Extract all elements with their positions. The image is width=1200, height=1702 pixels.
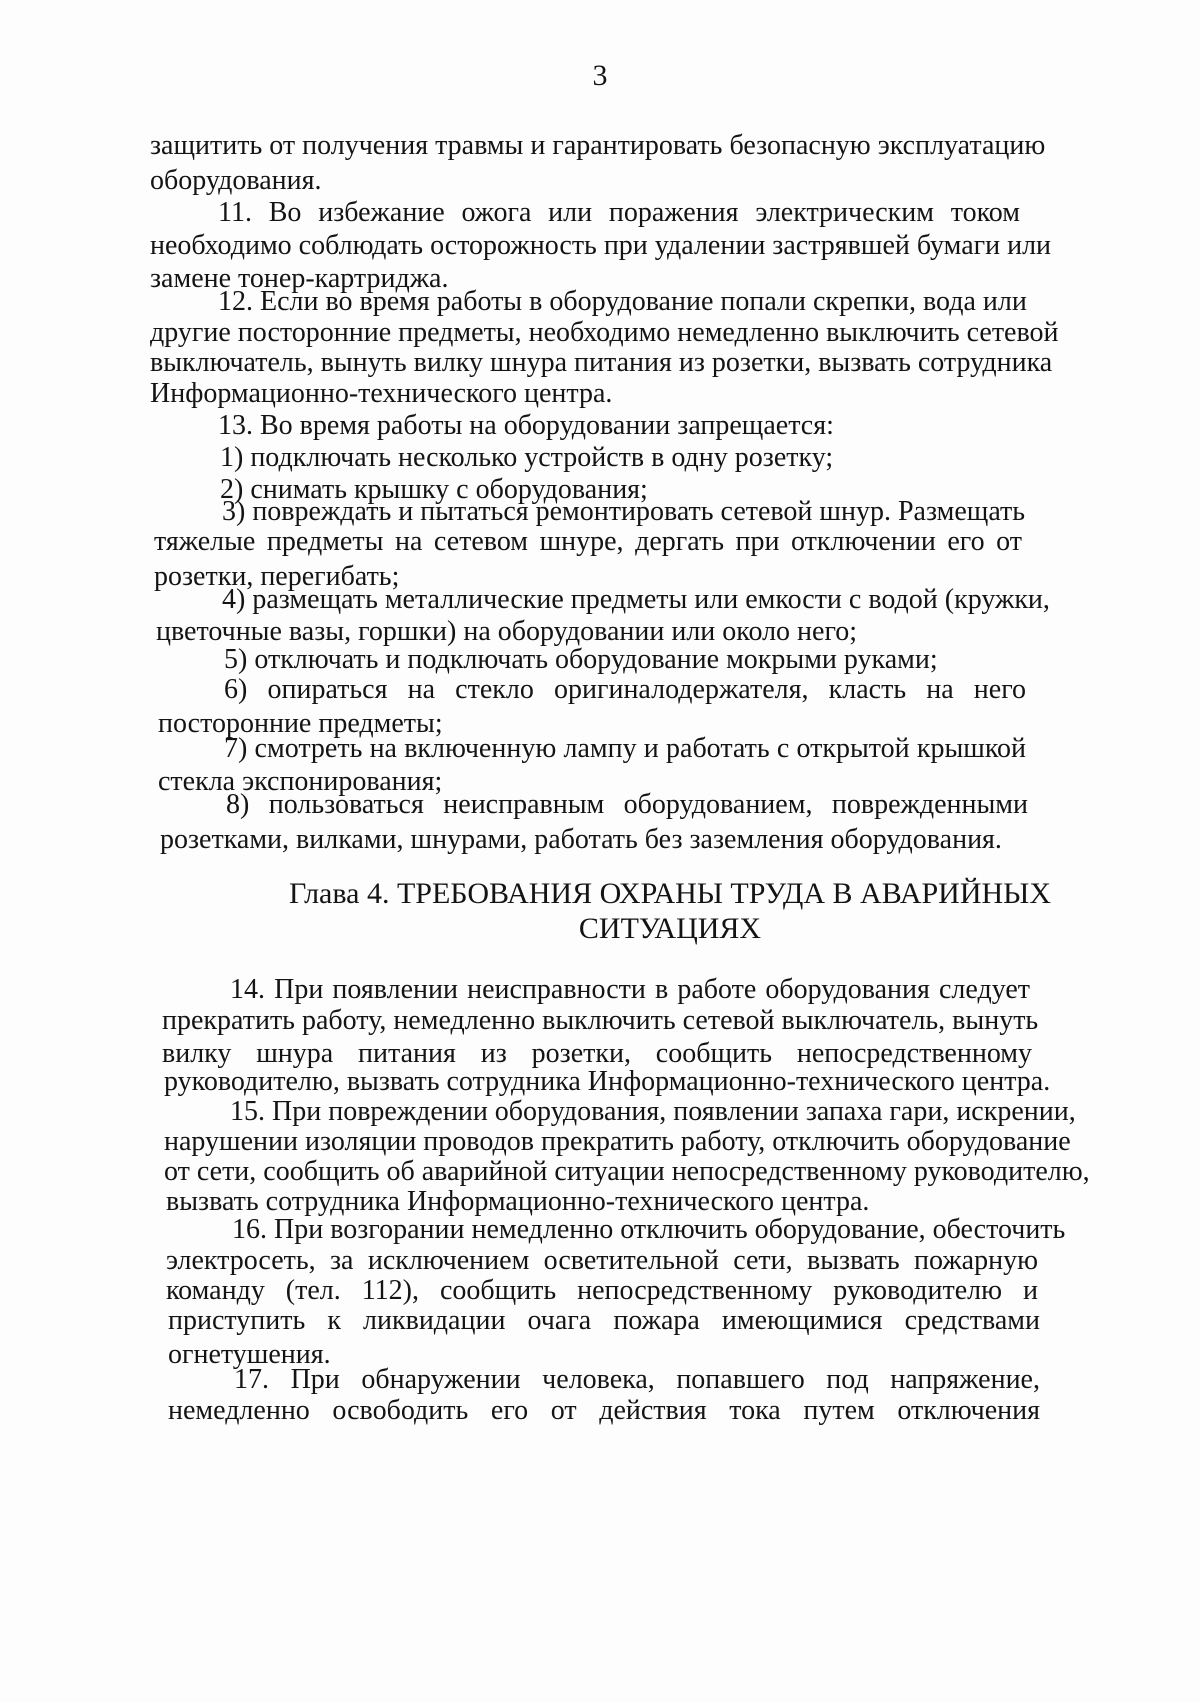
list-item-7: 7) смотреть на включенную лампу и работать с открытой крышкой (224, 733, 1026, 764)
list-item-2: 2) снимать крышку с оборудования; (220, 474, 648, 505)
text-line: розетками, вилками, шнурами, работать без заземления оборудования. (160, 824, 1002, 855)
text-line: прекратить работу, немедленно выключить сетевой выключатель, вынуть (162, 1005, 1039, 1036)
text-line: стекла экспонирования; (158, 766, 443, 797)
chapter-heading-line-2: СИТУАЦИЯХ (578, 912, 762, 945)
list-item-6: 6) опираться на стекло оригиналодержателя, класть на него (224, 674, 1026, 705)
text-line: Информационно-технического центра. (150, 378, 613, 409)
text-line: оборудования. (150, 165, 322, 196)
list-item-1: 1) подключать несколько устройств в одну розетку; (220, 442, 834, 473)
paragraph-17-line: 17. При обнаружении человека, попавшего под напряжение, (234, 1364, 1040, 1395)
list-item-5: 5) отключать и подключать оборудование мокрыми руками; (224, 644, 938, 675)
text-line: от сети, сообщить об аварийной ситуации непосредственному руководителю, (164, 1156, 1090, 1187)
text-line: приступить к ликвидации очага пожара имеющимися средствами (168, 1305, 1040, 1336)
text-line: вилку шнура питания из розетки, сообщить непосредственному (162, 1038, 1032, 1069)
list-item-4: 4) размещать металлические предметы или емкости с водой (кружки, (222, 584, 1050, 615)
text-line: замене тонер-картриджа. (150, 263, 449, 294)
paragraph-13-line: 13. Во время работы на оборудовании запрещается: (218, 410, 834, 441)
text-line: команду (тел. 112), сообщить непосредственному руководителю и (166, 1275, 1038, 1306)
paragraph-16-line: 16. При возгорании немедленно отключить оборудование, обесточить (232, 1214, 1066, 1245)
paragraph-12-line: 12. Если во время работы в оборудование попали скрепки, вода или (218, 286, 1027, 317)
text-line: нарушении изоляции проводов прекратить работу, отключить оборудование (164, 1126, 1071, 1157)
text-line: немедленно освободить его от действия тока путем отключения (168, 1395, 1040, 1426)
text-line: необходимо соблюдать осторожность при удалении застрявшей бумаги или (150, 230, 1052, 261)
text-line: розетки, перегибать; (154, 561, 400, 592)
text-line: электросеть, за исключением осветительной сети, вызвать пожарную (166, 1245, 1038, 1276)
list-item-8: 8) пользоваться неисправным оборудованием, поврежденными (226, 789, 1028, 820)
text-line: цветочные вазы, горшки) на оборудовании или около него; (156, 616, 858, 647)
text-line: руководителю, вызвать сотрудника Информационно-технического центра. (164, 1066, 1051, 1097)
paragraph-11-line: 11. Во избежание ожога или поражения электрическим током (218, 197, 1020, 228)
text-line: другие посторонние предметы, необходимо немедленно выключить сетевой (150, 317, 1059, 348)
text-line: тяжелые предметы на сетевом шнуре, дергать при отключении его от (154, 526, 1022, 557)
text-line: вызвать сотрудника Информационно-технического центра. (166, 1186, 870, 1217)
text-line: защитить от получения травмы и гарантировать безопасную эксплуатацию (150, 130, 1046, 161)
paragraph-14-line: 14. При появлении неисправности в работе оборудования следует (230, 974, 1030, 1005)
chapter-heading-line-1: Глава 4. ТРЕБОВАНИЯ ОХРАНЫ ТРУДА В АВАРИЙНЫХ (289, 877, 1051, 910)
text-line: посторонние предметы; (158, 708, 443, 739)
paragraph-15-line: 15. При повреждении оборудования, появлении запаха гари, искрении, (230, 1096, 1076, 1127)
text-line: огнетушения. (168, 1339, 331, 1370)
text-line: выключатель, вынуть вилку шнура питания из розетки, вызвать сотрудника (150, 347, 1053, 378)
list-item-3: 3) повреждать и пытаться ремонтировать сетевой шнур. Размещать (222, 496, 1026, 527)
page-number: 3 (592, 59, 608, 92)
